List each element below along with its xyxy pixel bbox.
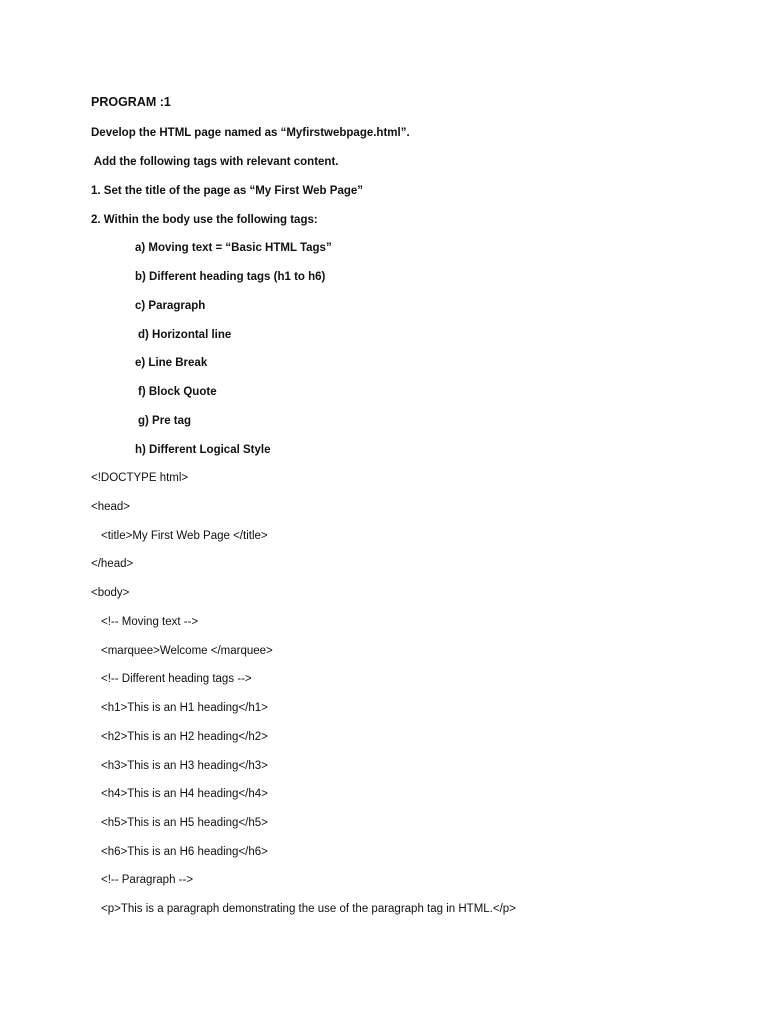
code-line-title: <title>My First Web Page </title> [101,530,268,542]
code-line-comment-headings: <!-- Different heading tags --> [101,673,252,685]
code-line-paragraph: <p>This is a paragraph demonstrating the use of the paragraph tag in HTML.</p> [101,903,516,915]
task-line-4: 2. Within the body use the following tags: [91,214,318,226]
sub-item-c: c) Paragraph [135,300,206,312]
sub-item-a: a) Moving text = “Basic HTML Tags” [135,242,332,254]
code-line-h3: <h3>This is an H3 heading</h3> [101,760,268,772]
code-line-doctype: <!DOCTYPE html> [91,472,189,484]
code-line-marquee: <marquee>Welcome </marquee> [101,645,273,657]
sub-item-h: h) Different Logical Style [135,444,271,456]
sub-item-d: d) Horizontal line [138,329,232,341]
code-line-h5: <h5>This is an H5 heading</h5> [101,817,268,829]
sub-item-e: e) Line Break [135,357,208,369]
sub-item-b: b) Different heading tags (h1 to h6) [135,271,326,283]
sub-item-g: g) Pre tag [138,415,192,427]
program-heading: PROGRAM :1 [91,95,171,109]
code-line-h6: <h6>This is an H6 heading</h6> [101,846,268,858]
code-line-comment-paragraph: <!-- Paragraph --> [101,874,194,886]
code-line-head-close: </head> [91,558,134,570]
code-line-body-open: <body> [91,587,130,599]
code-line-h2: <h2>This is an H2 heading</h2> [101,731,268,743]
code-line-comment-moving: <!-- Moving text --> [101,616,199,628]
task-line-3: 1. Set the title of the page as “My First Web Page” [91,185,364,197]
code-line-h4: <h4>This is an H4 heading</h4> [101,788,268,800]
task-line-1: Develop the HTML page named as “Myfirstwebpage.html”. [91,127,410,139]
code-line-h1: <h1>This is an H1 heading</h1> [101,702,268,714]
sub-item-f: f) Block Quote [138,386,217,398]
code-line-head-open: <head> [91,501,131,513]
task-line-2: Add the following tags with relevant content. [91,156,339,168]
